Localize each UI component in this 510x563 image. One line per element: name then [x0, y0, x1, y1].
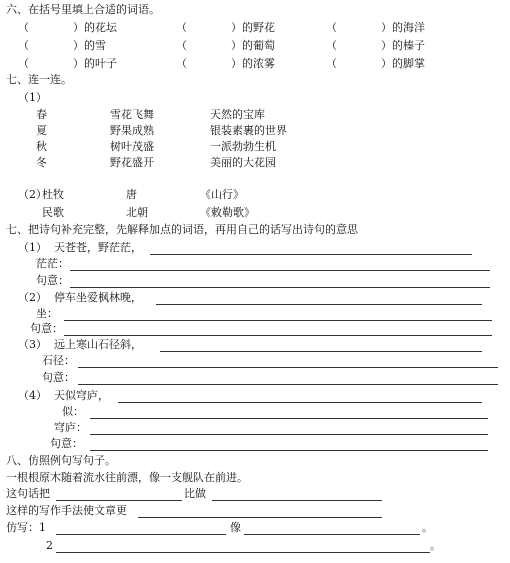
description: 美丽的大花园 [210, 156, 276, 169]
answer-line[interactable] [90, 450, 488, 451]
answer-line[interactable] [56, 534, 226, 535]
blank-item: （ ）的雪 [18, 39, 106, 52]
answer-line[interactable] [70, 270, 490, 271]
answer-line[interactable] [78, 384, 498, 385]
answer-line[interactable] [150, 254, 472, 255]
word-label: 石径： [42, 354, 75, 367]
meaning-label: 句意： [42, 371, 75, 384]
description: 银装素裹的世界 [210, 124, 287, 137]
question-number: （3） [18, 338, 47, 351]
blank-item: （ ）的叶子 [18, 57, 117, 70]
example-sentence: 一根根原木随着流水往前漂，像一支舰队在前进。 [6, 471, 248, 484]
period: 。 [422, 521, 433, 534]
description: 一派勃勃生机 [210, 140, 276, 153]
poem-line: 远上寒山石径斜， [54, 338, 142, 351]
answer-line[interactable] [138, 517, 382, 518]
dynasty: 北朝 [126, 206, 148, 219]
scene: 野果成熟 [110, 124, 154, 137]
blank-item: （ ）的花坛 [18, 21, 117, 34]
imitation-number: 2 [46, 539, 53, 552]
answer-line[interactable] [56, 500, 182, 501]
scene: 野花盛开 [110, 156, 154, 169]
description: 天然的宝库 [210, 108, 265, 121]
season: 冬 [36, 156, 47, 169]
prompt-text: 这样的写作手法使文章更 [6, 504, 127, 517]
season: 春 [36, 108, 47, 121]
meaning-label: 句意： [36, 274, 69, 287]
section-6-title: 六、在括号里填上合适的词语。 [6, 3, 160, 16]
question-number: （1） [18, 241, 47, 254]
answer-line[interactable] [244, 534, 420, 535]
section-8-title: 八、仿照例句写句子。 [6, 454, 116, 467]
answer-line[interactable] [212, 500, 382, 501]
answer-line[interactable] [156, 304, 482, 305]
poem-line: 天苍苍，野茫茫， [54, 241, 142, 254]
prompt-text: 这句话把 [6, 487, 50, 500]
blank-item: （ ）的葡萄 [176, 39, 275, 52]
poet: 民歌 [42, 206, 64, 219]
period: 。 [430, 539, 441, 552]
meaning-label: 句意： [30, 322, 63, 335]
answer-line[interactable] [118, 402, 482, 403]
blank-item: （ ）的脚掌 [326, 57, 425, 70]
blank-item: （ ）的浓雾 [176, 57, 275, 70]
answer-line[interactable] [90, 418, 488, 419]
prompt-text: 像 [230, 521, 241, 534]
part-1-label: （1） [18, 91, 47, 104]
poem-line: 停车坐爱枫林晚， [54, 291, 142, 304]
section-7-title: 七、连一连。 [6, 73, 72, 86]
answer-line[interactable] [90, 434, 488, 435]
question-number: （4） [18, 389, 47, 402]
poem-title: 《敕勒歌》 [200, 206, 255, 219]
answer-line[interactable] [70, 287, 490, 288]
scene: 雪花飞舞 [110, 108, 154, 121]
imitation-prompt: 仿写：1 [6, 521, 46, 534]
poet: 杜牧 [42, 188, 64, 201]
answer-line[interactable] [78, 367, 498, 368]
section-7b-title: 七、把诗句补充完整，先解释加点的词语，再用自己的话写出诗句的意思 [6, 223, 358, 236]
season: 秋 [36, 140, 47, 153]
poem-line: 天似穹庐， [54, 389, 109, 402]
answer-line[interactable] [56, 552, 430, 553]
word-label: 坐： [36, 307, 58, 320]
word-label: 穹庐： [54, 421, 87, 434]
word-label: 似： [62, 405, 84, 418]
word-label: 茫茫： [36, 257, 69, 270]
prompt-text: 比做 [184, 487, 206, 500]
meaning-label: 句意： [50, 437, 83, 450]
scene: 树叶茂盛 [110, 140, 154, 153]
blank-item: （ ）的海洋 [326, 21, 425, 34]
blank-item: （ ）的榛子 [326, 39, 425, 52]
poem-title: 《山行》 [200, 188, 244, 201]
dynasty: 唐 [126, 188, 137, 201]
answer-line[interactable] [64, 320, 492, 321]
blank-item: （ ）的野花 [176, 21, 275, 34]
question-number: （2） [18, 291, 47, 304]
season: 夏 [36, 124, 47, 137]
answer-line[interactable] [160, 351, 482, 352]
answer-line[interactable] [64, 335, 492, 336]
part-2-label: （2） [18, 188, 47, 201]
